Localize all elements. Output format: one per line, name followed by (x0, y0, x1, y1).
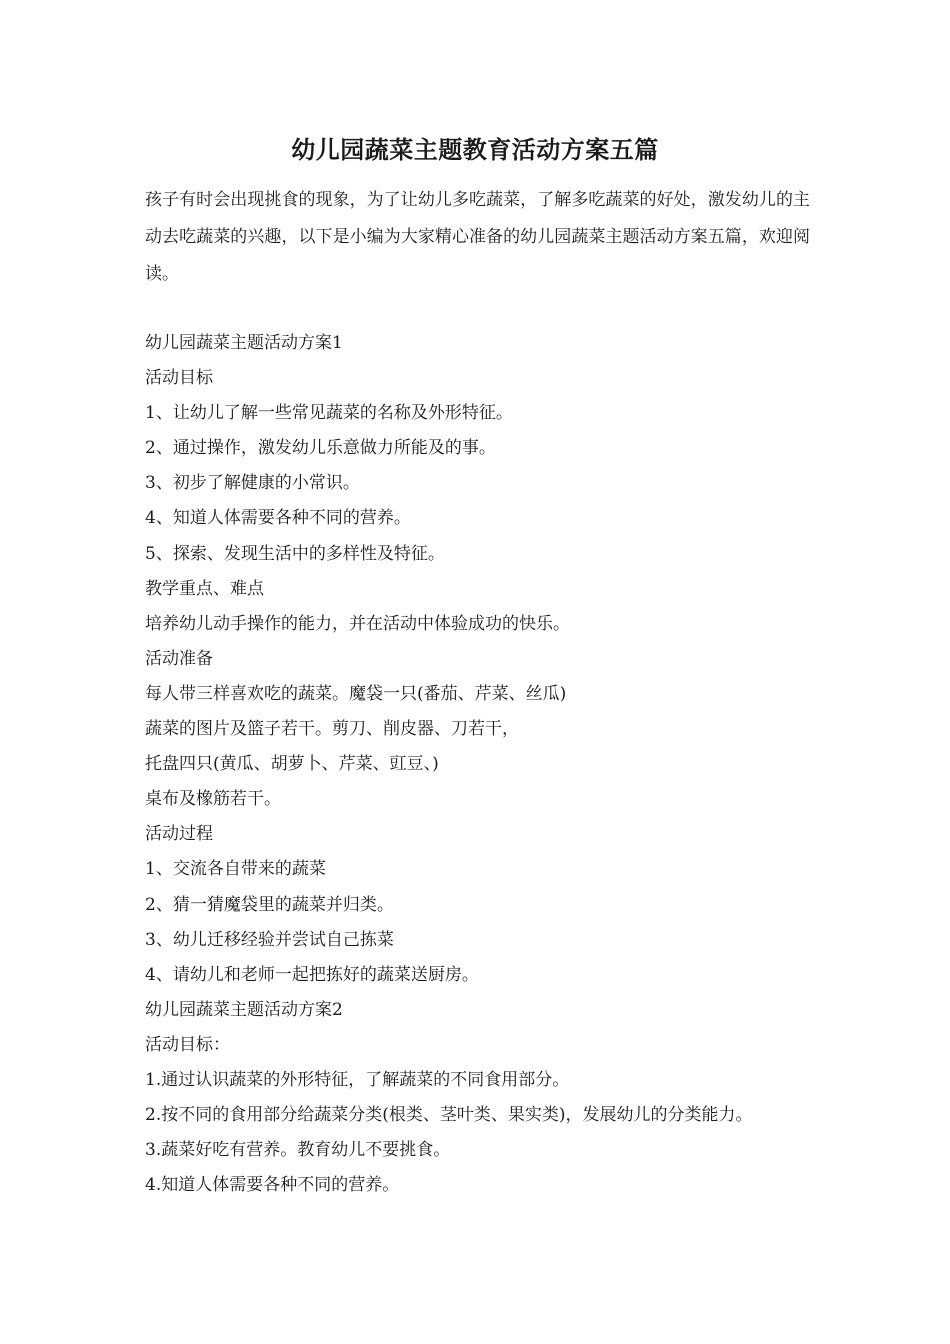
document-body (145, 326, 825, 1203)
intro-paragraph: 孩子有时会出现挑食的现象，为了让幼儿多吃蔬菜，了解多吃蔬菜的好处，激发幼儿的主动去吃蔬菜的兴趣，以下是小编为大家精心准备的幼儿园蔬菜主题活动方案五篇，欢迎阅读。 (145, 190, 810, 284)
subheading-process: 活动过程 (145, 824, 213, 845)
body-line: 桌布及橡筋若干。 (145, 789, 281, 810)
body-line: 每人带三样喜欢吃的蔬菜。魔袋一只(番茄、芹菜、丝瓜) (145, 683, 567, 704)
body-line: 4、请幼儿和老师一起把拣好的蔬菜送厨房。 (145, 964, 479, 985)
body-line: 5、探索、发现生活中的多样性及特征。 (145, 543, 445, 564)
body-line: 4.知道人体需要各种不同的营养。 (145, 1175, 400, 1196)
body-line: 3、初步了解健康的小常识。 (145, 473, 360, 494)
subheading-goals: 活动目标 (145, 368, 213, 389)
body-line: 3、幼儿迁移经验并尝试自己拣菜 (145, 929, 394, 950)
body-line: 2、通过操作，激发幼儿乐意做力所能及的事。 (145, 438, 496, 459)
body-line: 2、猜一猜魔袋里的蔬菜并归类。 (145, 894, 394, 915)
subheading-goals: 活动目标： (145, 1034, 230, 1055)
body-line: 3.蔬菜好吃有营养。教育幼儿不要挑食。 (145, 1140, 451, 1161)
body-line: 1、交流各自带来的蔬菜 (145, 859, 326, 880)
body-line: 培养幼儿动手操作的能力，并在活动中体验成功的快乐。 (145, 613, 570, 634)
subheading-preparation: 活动准备 (145, 648, 213, 669)
document-title: 幼儿园蔬菜主题教育活动方案五篇 (291, 135, 659, 164)
body-line: 4、知道人体需要各种不同的营养。 (145, 508, 411, 529)
section-heading-plan-1: 幼儿园蔬菜主题活动方案1 (145, 333, 343, 353)
body-line: 托盘四只(黄瓜、胡萝卜、芹菜、豇豆、) (145, 754, 439, 775)
body-line: 蔬菜的图片及篮子若干。剪刀、削皮器、刀若干， (145, 719, 519, 740)
subheading-key-points: 教学重点、难点 (145, 578, 264, 599)
body-line: 1、让幼儿了解一些常见蔬菜的名称及外形特征。 (145, 403, 513, 424)
body-line: 2.按不同的食用部分给蔬菜分类(根类、茎叶类、果实类)，发展幼儿的分类能力。 (145, 1105, 753, 1126)
section-heading-plan-2: 幼儿园蔬菜主题活动方案2 (145, 999, 343, 1020)
body-line: 1.通过认识蔬菜的外形特征，了解蔬菜的不同食用部分。 (145, 1069, 570, 1090)
